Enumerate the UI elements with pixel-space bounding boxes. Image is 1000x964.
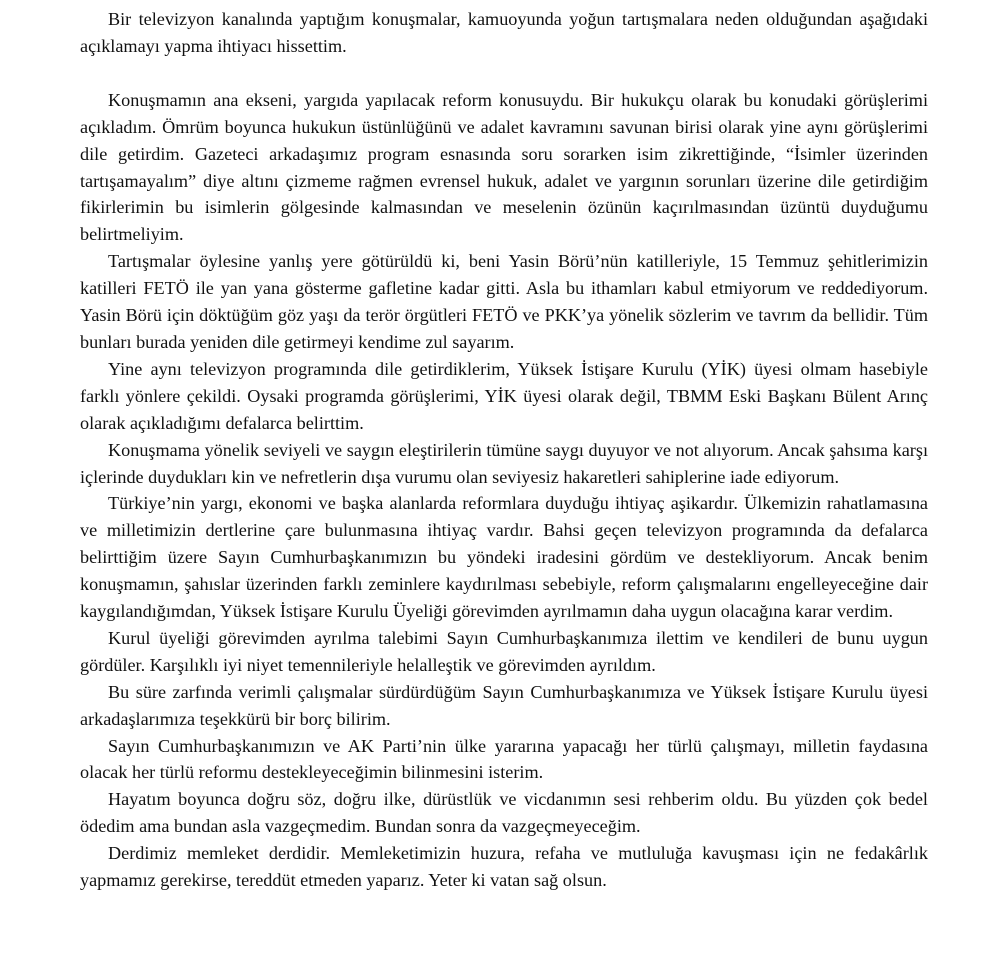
paragraph-resignation: Kurul üyeliği görevimden ayrılma talebimi Sayın Cumhurbaşkanımıza ilettim ve kendileri de bunu uygun gördüler. Karşılıklı iyi niyet temennileriyle helalleştik ve görevimden ayrıldım. [80,627,928,675]
paragraph-support: Sayın Cumhurbaşkanımızın ve AK Parti’nin ülke yararına yapacağı her türlü çalışmayı, milletin faydasına olacak her türlü reformu destekleyeceğimin bilinmesini isterim. [80,735,928,783]
paragraph-yik-membership: Yine aynı televizyon programında dile getirdiklerim, Yüksek İstişare Kurulu (YİK) üyesi olmam hasebiyle farklı yönlere çekildi. Oysaki programda görüşlerimi, YİK üyesi olarak değil, TBMM Eski Başkanı Bülent Arınç olarak açıkladığımı defalarca belirttim. [80,358,928,433]
paragraph-reform-need: Türkiye’nin yargı, ekonomi ve başka alanlarda reformlara duyduğu ihtiyaç aşikardır. Ülkemizin rahatlamasına ve milletimizin dertlerine çare bulunmasına ihtiyaç vardır. Bahsi geçen televizyon programında da defalarca belirttiğim üzere Sayın Cumhurbaşkanımızın bu yöndeki iradesini gördüm ve destekliyorum. Ancak benim konuşmamın, şahıslar üzerinden farklı zeminlere kaydırılması sebebiyle, reform çalışmalarını engelleyeceğine dair kaygılandığımdan, Yüksek İstişare Kurulu Üyeliği görevimden ayrılmamın daha uygun olacağına karar verdim. [80,493,928,622]
paragraph-principles: Hayatım boyunca doğru söz, doğru ilke, dürüstlük ve vicdanımın sesi rehberim oldu. Bu yüzden çok bedel ödedim ama bundan asla vazgeçmedim. Bundan sonra da vazgeçmeyeceğim. [80,789,928,837]
paragraph-accusations: Tartışmalar öylesine yanlış yere götürüldü ki, beni Yasin Börü’nün katilleriyle, 15 Temmuz şehitlerimizin katilleri FETÖ ile yan yana gösterme gafletine kadar gitti. Asla bu ithamları kabul etmiyorum ve reddediyorum. Yasin Börü için döktüğüm göz yaşı da terör örgütleri FETÖ ve PKK’ya yönelik sözlerim ve tavrım da bellidir. Tüm bunları burada yeniden dile getirmeyi kendime zul sayarım. [80,251,928,352]
paragraph-closing: Derdimiz memleket derdidir. Memleketimizin huzura, refaha ve mutluluğa kavuşması için ne fedakârlık yapmamız gerekirse, tereddüt etmeden yaparız. Yeter ki vatan sağ olsun. [80,843,928,891]
paragraph-thanks: Bu süre zarfında verimli çalışmalar sürdürdüğüm Sayın Cumhurbaşkanımıza ve Yüksek İstişare Kurulu üyesi arkadaşlarımıza teşekkürü bir borç bilirim. [80,681,928,729]
paragraph-intro: Bir televizyon kanalında yaptığım konuşmalar, kamuoyunda yoğun tartışmalara neden olduğundan aşağıdaki açıklamayı yapma ihtiyacı hissettim. [80,9,928,56]
paragraph-reform-speech: Konuşmamın ana ekseni, yargıda yapılacak reform konusuydu. Bir hukukçu olarak bu konudaki görüşlerimi açıkladım. Ömrüm boyunca hukukun üstünlüğünü ve adalet kavramını savunan birisi olarak yine aynı görüşlerimi dile getirdim. Gazeteci arkadaşımız program esnasında soru sorarken isim zikrettiğinde, “İsimler üzerinden tartışamayalım” diye altını çizmeme rağmen evrensel hukuk, adalet ve yargının sorunları üzerine dile getirdiğim fikirlerimin bu isimlerin gölgesinde kalmasından ve meselenin özünün kaçırılmasından üzüntü duyduğumu belirtmeliyim. [80,89,928,245]
paragraph-criticism: Konuşmama yönelik seviyeli ve saygın eleştirilerin tümüne saygı duyuyor ve not alıyorum. Ancak şahsıma karşı içlerinde duydukları kin ve nefretlerin dışa vurumu olan seviyesiz hakaretleri sahiplerine iade ediyorum. [80,439,928,487]
